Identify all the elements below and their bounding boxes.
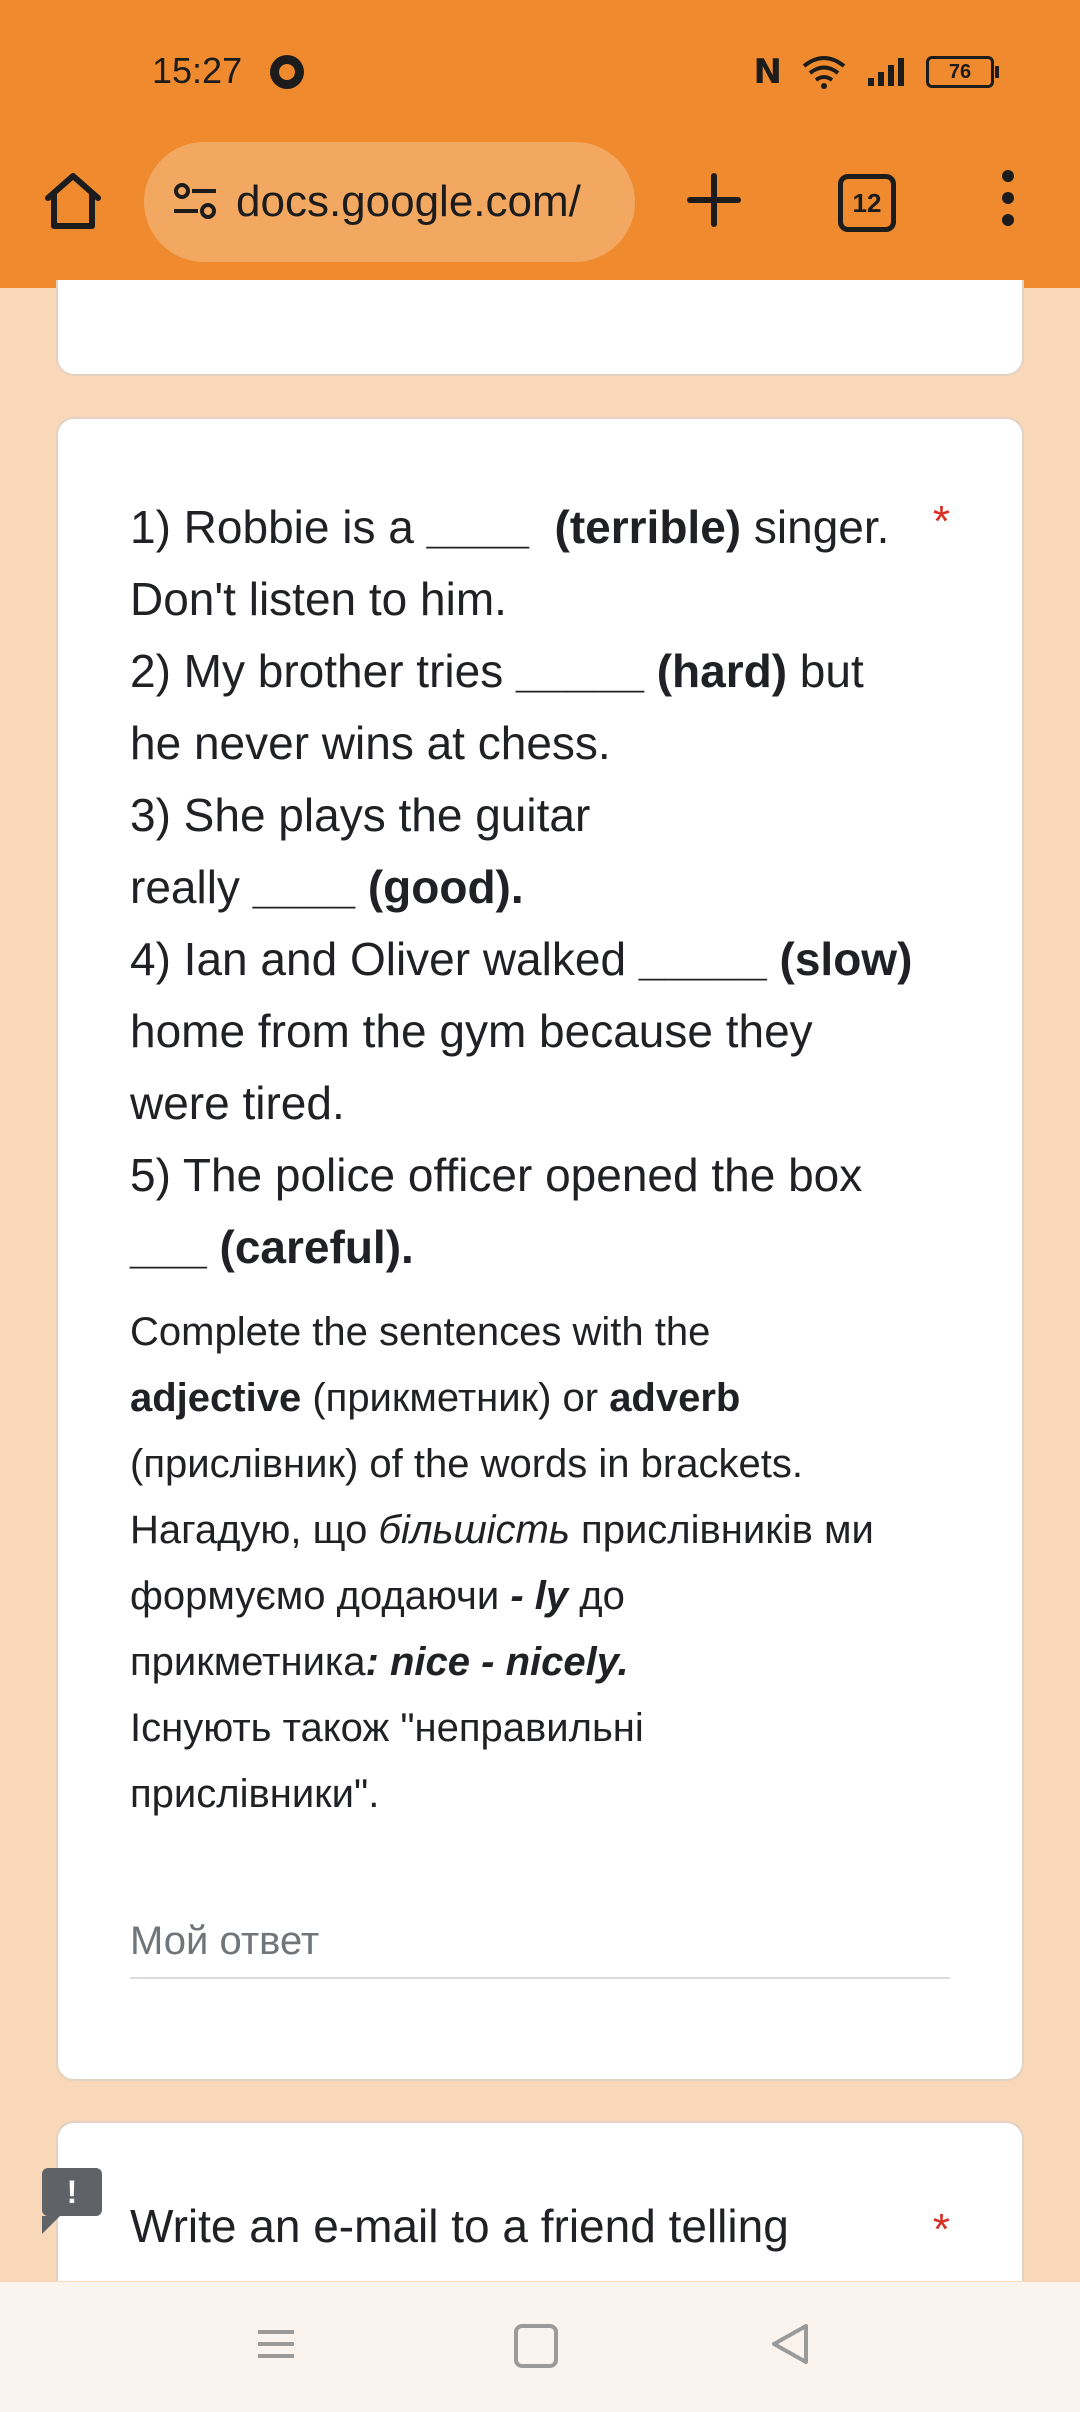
bracket-word: (slow) [779, 933, 913, 985]
previous-question-card [56, 280, 1024, 376]
line-text: Don't listen to him. [130, 573, 507, 625]
line-text: 4) Ian and Oliver walked [130, 933, 639, 985]
question-line [130, 1067, 950, 1139]
new-tab-plus-icon[interactable] [686, 172, 742, 228]
line-text: 1) Robbie is a [130, 501, 427, 553]
line-text: 3) She plays the guitar [130, 789, 591, 841]
address-bar[interactable] [144, 142, 635, 262]
question-line [130, 851, 950, 923]
line-text: really [130, 861, 253, 913]
line-text [644, 645, 657, 697]
bracket-word: (hard) [656, 645, 788, 697]
description-line: (прислівник) of the words in brackets. [130, 1442, 803, 1486]
signal-icon [866, 56, 906, 88]
required-asterisk: * [932, 497, 950, 546]
bracket-word: (terrible) [554, 501, 742, 553]
next-question-card [56, 2121, 1024, 2281]
question-description [130, 1299, 950, 1827]
question-card [56, 417, 1024, 2081]
tune-icon[interactable] [170, 177, 220, 227]
line-text: were tired. [130, 1077, 345, 1129]
question-line [130, 635, 950, 707]
question-line [130, 995, 950, 1067]
line-text: singer. [741, 501, 890, 553]
question-line [130, 491, 950, 563]
url-text: docs.google.com/ [236, 177, 581, 226]
recent-apps-icon[interactable] [256, 2324, 296, 2364]
question-line [130, 1211, 950, 1283]
browser-chrome [0, 0, 1080, 288]
line-text: home from the gym because they [130, 1005, 813, 1057]
line-text: he never wins at chess. [130, 717, 611, 769]
question-text [130, 491, 950, 1283]
nav-home-icon[interactable] [514, 2324, 558, 2368]
question-line [130, 563, 950, 635]
back-icon[interactable] [770, 2322, 810, 2366]
answer-blank: ___ [130, 1221, 207, 1273]
answer-blank: _____ [516, 645, 644, 697]
next-question-title: Write an e-mail to a friend telling [130, 2200, 789, 2252]
answer-input[interactable]: Мой ответ [130, 1909, 950, 1979]
status-time: 15:27 [152, 50, 243, 91]
battery-indicator: 76 [926, 56, 994, 88]
description-line: Існують також "неправильні [130, 1706, 644, 1750]
description-line: прикметника: nice - nicely. [130, 1640, 629, 1684]
status-icons [754, 52, 994, 92]
description-line: adjective (прикметник) or adverb [130, 1376, 741, 1420]
line-text [529, 501, 555, 553]
answer-blank: _____ [638, 933, 767, 985]
tabs-count-button[interactable]: 12 [838, 174, 896, 232]
description-line: прислівники". [130, 1772, 380, 1816]
line-text: 2) My brother tries [130, 645, 516, 697]
description-line: Complete the sentences with the [130, 1310, 711, 1354]
home-icon[interactable] [40, 168, 106, 234]
line-text [207, 1221, 220, 1273]
required-asterisk: * [932, 2205, 950, 2254]
system-nav-bar [0, 2282, 1080, 2412]
bracket-word: (good). [367, 861, 524, 913]
line-text [355, 861, 368, 913]
nfc-icon: N [753, 52, 782, 92]
feedback-icon[interactable]: ! [42, 2168, 102, 2216]
line-text: 5) The police officer opened the box [130, 1149, 863, 1201]
bracket-word: (careful). [219, 1221, 414, 1273]
question-line [130, 707, 950, 779]
description-line: Нагадую, що більшість прислівників ми [130, 1508, 874, 1552]
line-text: but [787, 645, 864, 697]
question-line [130, 923, 950, 995]
description-line: формуємо додаючи - ly до [130, 1574, 625, 1618]
answer-blank: ____ [252, 861, 356, 913]
dnd-icon [270, 55, 304, 89]
answer-blank: ____ [426, 501, 529, 553]
line-text [767, 933, 780, 985]
wifi-icon [802, 54, 846, 90]
question-line [130, 779, 950, 851]
question-line [130, 1139, 950, 1211]
more-vert-icon[interactable] [996, 170, 1020, 230]
